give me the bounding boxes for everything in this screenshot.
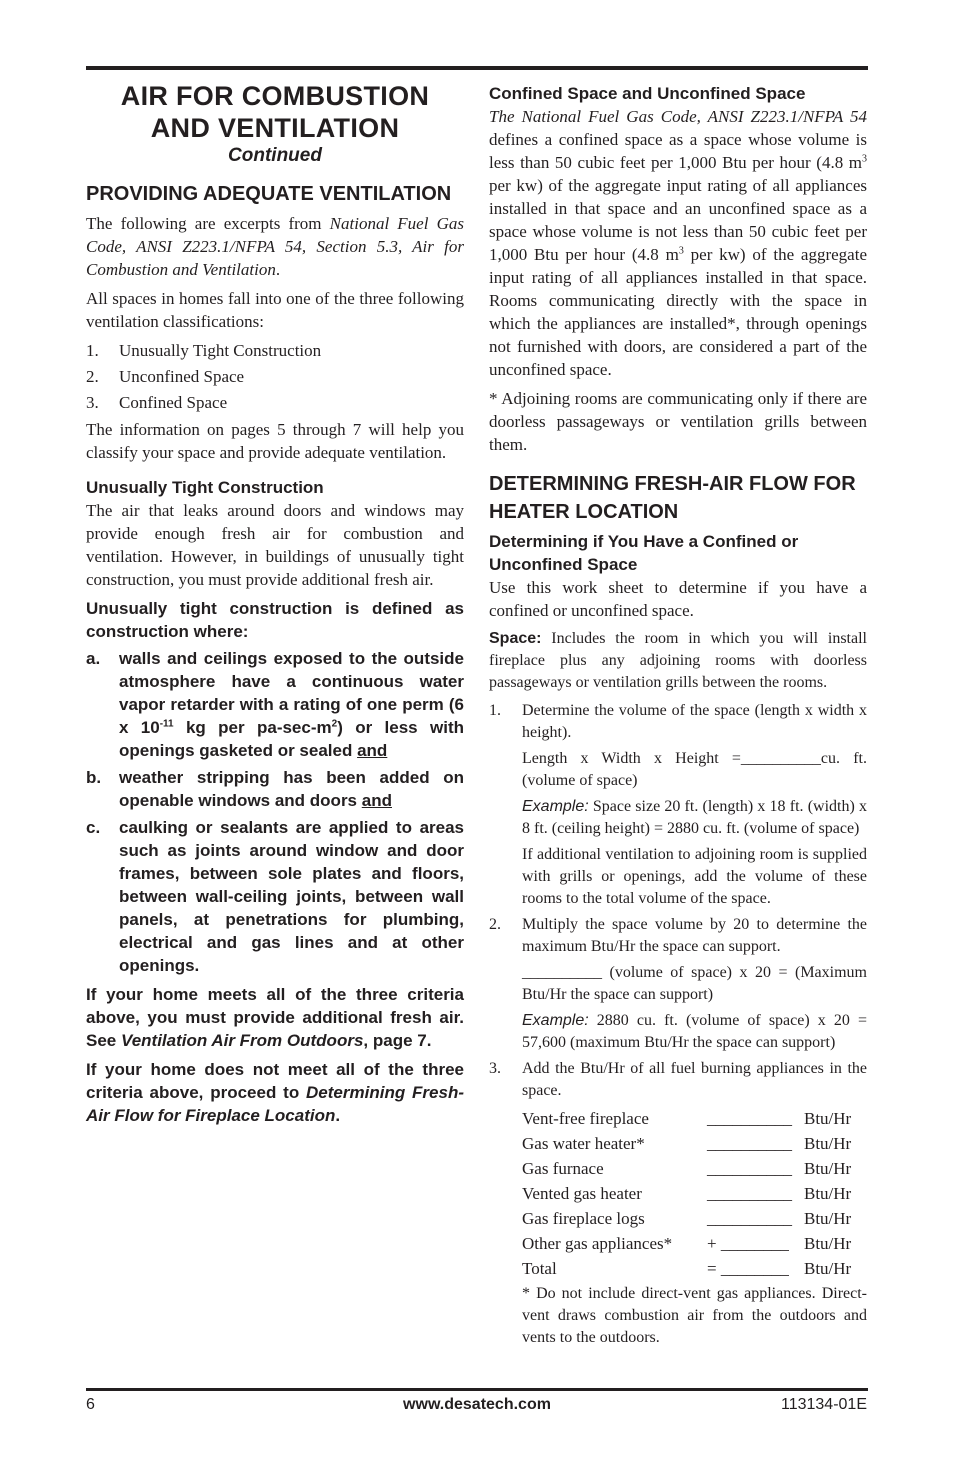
table-row: Other gas appliances* + ________ Btu/Hr: [522, 1233, 852, 1253]
table-row: Total = ________ Btu/Hr: [522, 1258, 852, 1278]
tight-paragraph: The air that leaks around doors and windows may provide enough fresh air for combustion and ventilation. However, in buildings of unusually tight construction, you must provide additional fresh air.: [86, 501, 464, 589]
criteria-a: a. walls and ceilings exposed to the outside atmosphere have a continuous water vapor retarder with a rating of one perm (6 x $10^{-11}$ kg per $pa-\sec-m^2$) or less with openings gasketed or sealed and: [86, 649, 464, 760]
section-title: [86, 80, 464, 144]
heading-tight-construction: Unusually Tight Construction: [86, 478, 324, 497]
bottom-rule: [86, 1388, 868, 1391]
confined-paragraph: The National Fuel Gas Code, ANSI Z223.1/NFPA 54 defines a confined space as a space whose volume is less than 50 cubic feet per 1,000 Btu per hour (4.8 $m^3$ per kw) of the aggregate input rating of all appliances installed in that space and an unconfined space as a space whose volume is not less than 50 cubic feet per 1,000 Btu per hour (4.8 $m^3$ per kw) of the aggregate input rating of all appliances installed in that space. Rooms communicating directly with the space in which the appliances are installed*, through openings not furnished with doors, are considered a part of the unconfined space.: [489, 107, 867, 379]
title-line-1: AIR FOR COMBUSTION: [120, 81, 430, 111]
website-link[interactable]: www.desatech.com: [403, 1396, 551, 1413]
top-rule: [86, 66, 868, 70]
tight-definition: Unusually tight construction is defined as construction where:: [86, 599, 464, 641]
worksheet-paragraph: Use this work sheet to determine if you have a confined or unconfined space.: [489, 578, 867, 620]
table-row: Vented gas heater __________ Btu/Hr: [522, 1183, 852, 1203]
heading-determining-airflow: DETERMINING FRESH-AIR FLOW FOR HEATER LOCATION: [489, 473, 856, 523]
heading-confined-unconfined: Confined Space and Unconfined Space: [489, 84, 806, 103]
table-row: Gas furnace __________ Btu/Hr: [522, 1158, 852, 1178]
criteria-c: c. caulking or sealants are applied to areas such as joints around window and door frames, between sole plates and floors, between wall-ceiling joints, between wall panels, at penetrations for plumbing, electrical and gas lines and at other openings.: [86, 818, 464, 975]
classes-intro: All spaces in homes fall into one of the three following ventilation classifications:: [86, 289, 464, 331]
heading-confined-check: Determining if You Have a Confined or Unconfined Space: [489, 532, 799, 574]
meets-criteria-note: If your home meets all of the three criteria above, you must provide additional fresh air. See Ventilation Air From Outdoors, page 7.: [86, 985, 464, 1050]
document-code: 113134-01E: [781, 1396, 867, 1413]
list-item: 3. Confined Space: [86, 393, 228, 412]
step-3: 3. Add the Btu/Hr of all fuel burning appliances in the space. Vent-free fireplace __________ Btu/Hr Gas water heater* __________ Btu/Hr Gas furnace __________ Btu/Hr Vented gas heater __________ Btu/Hr Gas fireplace logs __________ Btu/Hr Other gas appliances* + ________ Btu/Hr Total = ________ Btu/Hr * Do not include direct-vent gas appliances. Direct-vent draws combustion air from the outdoors and vents to the outdoors.: [489, 1058, 867, 1353]
step-2: 2. Multiply the space volume by 20 to determine the maximum Btu/Hr the space can support. __________ (volume of space) x 20 = (Maximum Btu/Hr the space can support) Example: 2880 cu. ft. (volume of space) x 20 = 57,600 (maximum Btu/Hr the space can support): [489, 916, 867, 1051]
classification-list: [86, 339, 464, 414]
table-row: Vent-free fireplace __________ Btu/Hr: [522, 1108, 852, 1128]
appliance-worksheet: [522, 1106, 851, 1281]
left-column: [86, 80, 464, 1131]
info-paragraph: The information on pages 5 through 7 will help you classify your space and provide adequate ventilation.: [86, 420, 464, 462]
table-row: Gas water heater* __________ Btu/Hr: [522, 1133, 852, 1153]
continued-label: Continued: [228, 145, 322, 166]
table-row: Gas fireplace logs __________ Btu/Hr: [522, 1208, 852, 1228]
space-definition: Space: Includes the room in which you will install fireplace plus any adjoining rooms with doorless passageways or ventilation grills between the rooms.: [489, 630, 867, 691]
direct-vent-footnote: * Do not include direct-vent gas appliances. Direct-vent draws combustion air from the outdoors and vents to the outdoors.: [522, 1285, 867, 1346]
adjoining-note: * Adjoining rooms are communicating only if there are doorless passageways or ventilation grills between them.: [489, 389, 867, 454]
page-number: 6: [86, 1396, 95, 1413]
list-item: 2. Unconfined Space: [86, 367, 245, 386]
list-item: 1. Unusually Tight Construction: [86, 341, 322, 360]
criteria-b: b. weather stripping has been added on openable windows and doors and: [86, 768, 464, 810]
right-column: [489, 82, 867, 1353]
heading-providing-ventilation: PROVIDING ADEQUATE VENTILATION: [86, 183, 452, 205]
step-1: 1. Determine the volume of the space (length x width x height). Length x Width x Height =__________cu. ft. (volume of space) Example: Space size 20 ft. (length) x 18 ft. (width) x 8 ft. (ceiling height) = 2880 cu. ft. (volume of space) If additional ventilation to adjoining room is supplied with grills or openings, add the volume of these rooms to the total volume of the space.: [489, 702, 867, 907]
criteria-list: [86, 647, 464, 977]
title-line-2: AND VENTILATION: [150, 113, 400, 143]
intro-paragraph: The following are excerpts from National Fuel Gas Code, ANSI Z223.1/NFPA 54, Section 5.3, Air for Combustion and Ventilation.: [86, 214, 464, 279]
not-meets-criteria-note: If your home does not meet all of the three criteria above, proceed to Determining Fresh-Air Flow for Fireplace Location.: [86, 1060, 464, 1125]
